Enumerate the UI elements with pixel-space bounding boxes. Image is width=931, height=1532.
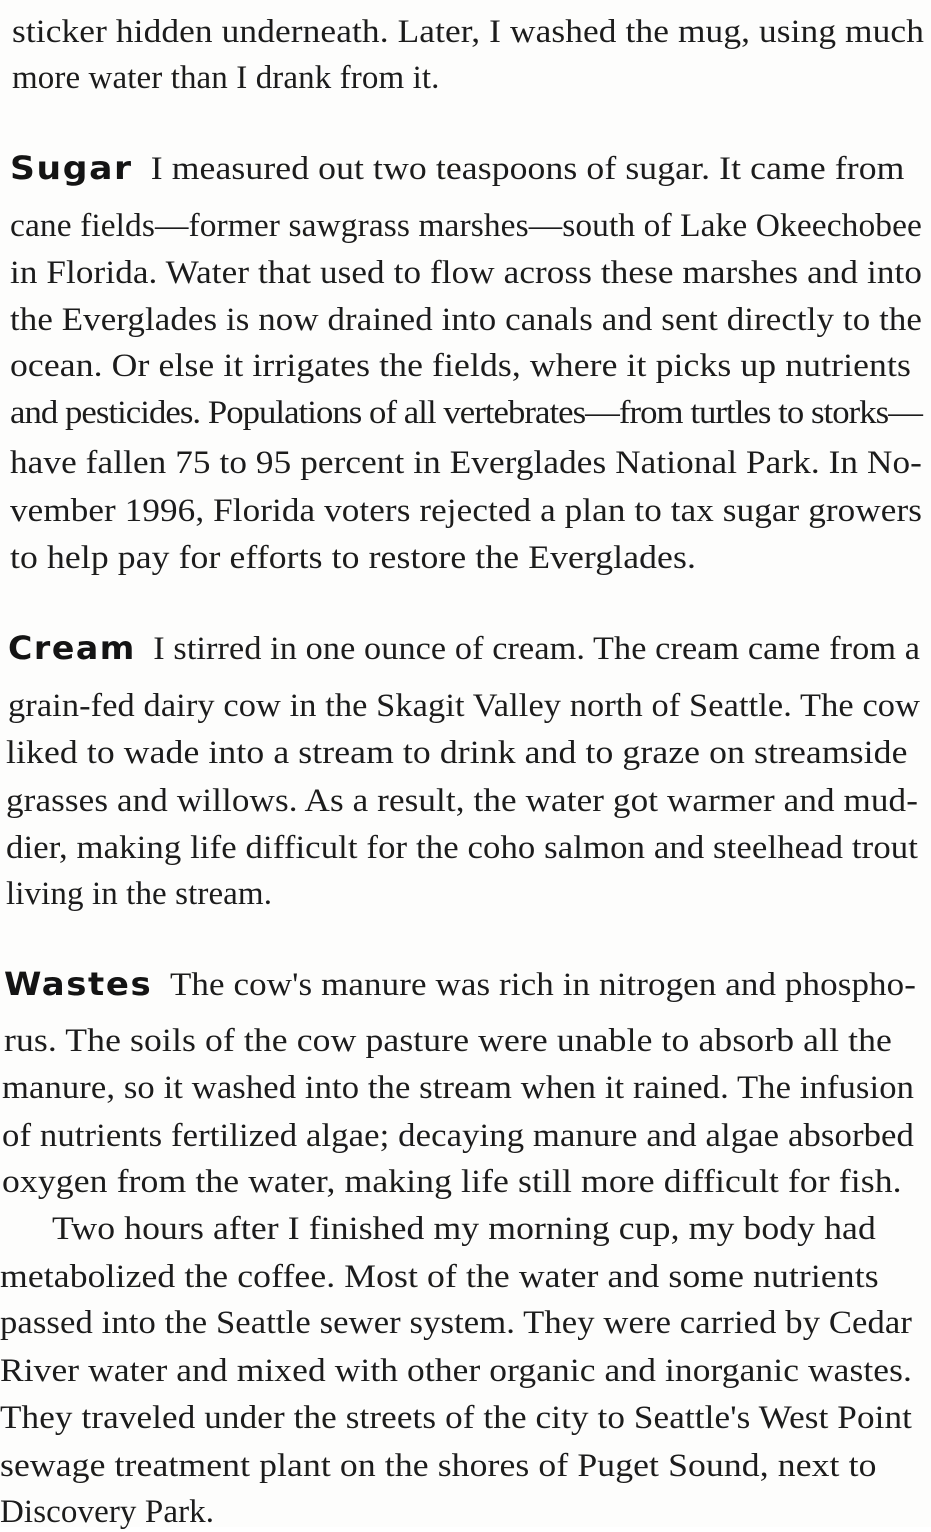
- cream-line: grasses and willows. As a result, the water got warmer and mud-: [6, 783, 918, 819]
- sugar-line: have fallen 75 to 95 percent in Everglades National Park. In No-: [10, 445, 922, 481]
- intro-line: more water than I drank from it.: [12, 60, 440, 96]
- wastes-line: of nutrients fertilized algae; decaying manure and algae absorbed: [2, 1118, 914, 1154]
- closing-line: metabolized the coffee. Most of the water and some nutrients: [0, 1259, 879, 1295]
- sugar-line: vember 1996, Florida voters rejected a plan to tax sugar growers: [10, 493, 922, 529]
- closing-line: They traveled under the streets of the city to Seattle's West Point: [0, 1400, 912, 1436]
- sugar-heading: Sugar: [10, 149, 133, 187]
- closing-line: River water and mixed with other organic and inorganic wastes.: [0, 1353, 912, 1389]
- sugar-first-line: [10, 148, 904, 189]
- cream-line: I stirred in one ounce of cream. The cream came from a: [153, 631, 921, 667]
- cream-line: living in the stream.: [6, 876, 273, 912]
- closing-line: Discovery Park.: [0, 1494, 215, 1530]
- closing-line: Two hours after I finished my morning cup, my body had: [52, 1211, 876, 1247]
- wastes-heading: Wastes: [4, 965, 153, 1003]
- sugar-line: and pesticides. Populations of all vertebrates—from turtles to storks—: [10, 395, 922, 431]
- sugar-line: I measured out two teaspoons of sugar. It came from: [150, 151, 905, 187]
- wastes-first-line: [4, 964, 916, 1005]
- wastes-line: oxygen from the water, making life still more difficult for fish.: [2, 1164, 902, 1200]
- cream-line: dier, making life difficult for the coho salmon and steelhead trout: [6, 830, 918, 866]
- cream-line: grain-fed dairy cow in the Skagit Valley north of Seattle. The cow: [8, 688, 920, 724]
- wastes-line: The cow's manure was rich in nitrogen and phospho-: [169, 967, 916, 1003]
- sugar-line: ocean. Or else it irrigates the fields, where it picks up nutrients: [10, 348, 911, 384]
- intro-line: sticker hidden underneath. Later, I washed the mug, using much: [12, 14, 924, 50]
- wastes-line: manure, so it washed into the stream when it rained. The infusion: [2, 1070, 914, 1106]
- sugar-line: cane fields—former sawgrass marshes—south of Lake Okeechobee: [10, 208, 923, 244]
- sugar-line: to help pay for efforts to restore the Everglades.: [10, 540, 696, 576]
- closing-line: passed into the Seattle sewer system. They were carried by Cedar: [0, 1305, 912, 1341]
- cream-heading: Cream: [8, 629, 136, 667]
- wastes-line: rus. The soils of the cow pasture were unable to absorb all the: [4, 1023, 892, 1059]
- closing-line: sewage treatment plant on the shores of Puget Sound, next to: [0, 1448, 877, 1484]
- cream-first-line: [8, 628, 920, 669]
- sugar-line: in Florida. Water that used to flow across these marshes and into: [10, 255, 923, 291]
- cream-line: liked to wade into a stream to drink and to graze on streamside: [6, 735, 908, 771]
- sugar-line: the Everglades is now drained into canals and sent directly to the: [10, 302, 922, 338]
